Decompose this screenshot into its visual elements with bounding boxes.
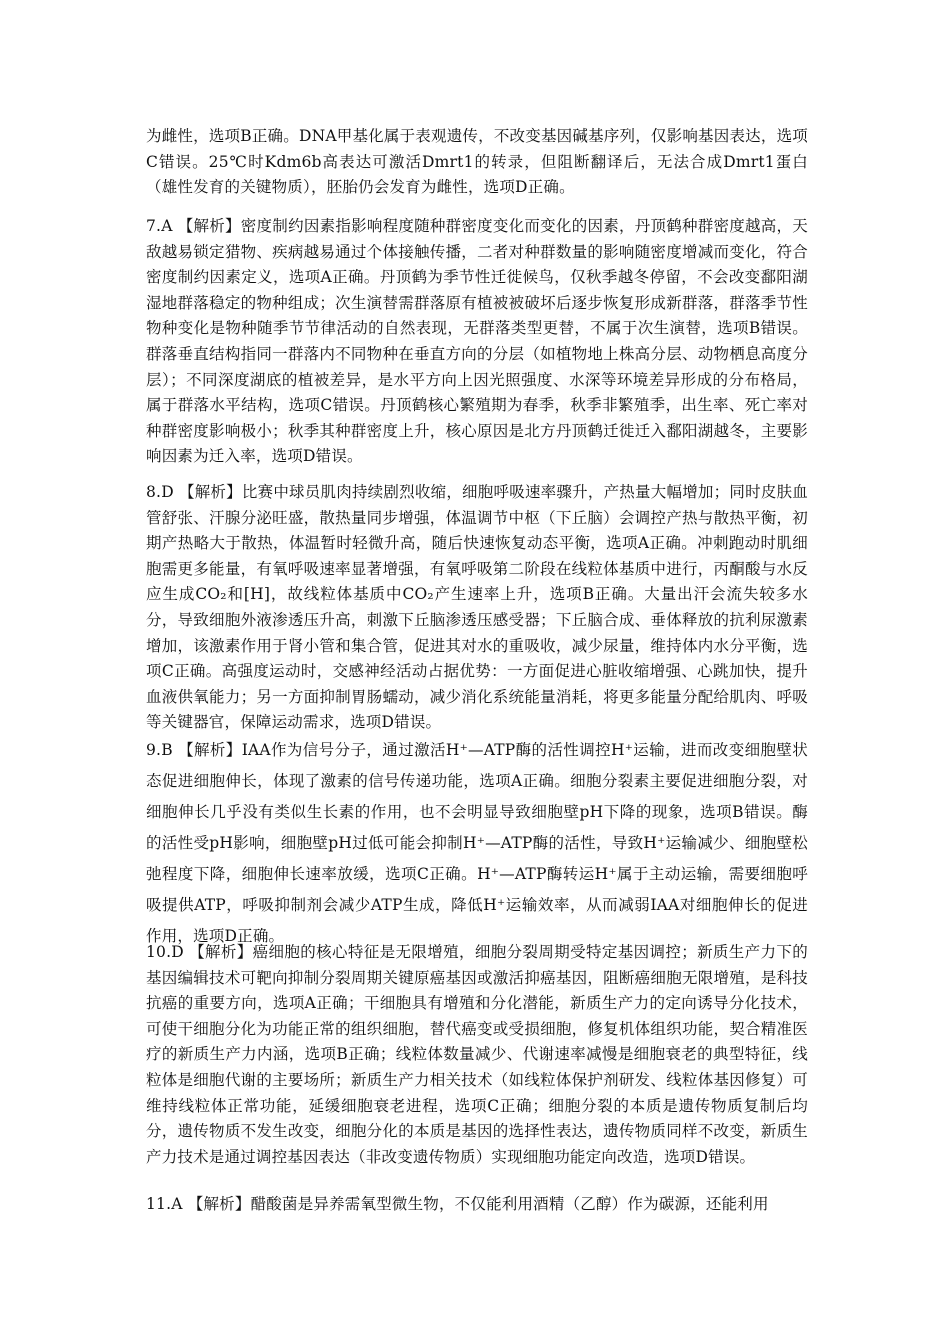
paragraph-q9-answer: 9.B 【解析】IAA作为信号分子，通过激活H⁺—ATP酶的活性调控H⁺运输，进而改变细胞壁状态促进细胞伸长，体现了激素的信号传递功能，选项A正确。细胞分裂素主要促进细胞分裂，对细胞伸长几乎没有类似生长素的作用，也不会明显导致细胞壁pH下降的现象，选项B错误。酶的活性受pH影响，细胞壁pH过低可能会抑制H⁺—ATP酶的活性，导致H⁺运输减少、细胞壁松弛程度下降，细胞伸长速率放缓，选项C正确。H⁺—ATP酶转运H⁺属于主动运输，需要细胞呼吸提供ATP，呼吸抑制剂会减少ATP生成，降低H⁺运输效率，从而减弱IAA对细胞伸长的促进作用，选项D正确。 <box>146 741 808 945</box>
paragraph-q11-answer: 11.A 【解析】醋酸菌是异养需氧型微生物，不仅能利用酒精（乙醇）作为碳源，还能利用 <box>146 1195 769 1213</box>
paragraph-q6-continuation: 为雌性，选项B正确。DNA甲基化属于表观遗传，不改变基因碱基序列，仅影响基因表达，选项C错误。25℃时Kdm6b高表达可激活Dmrt1的转录，但阻断翻译后，无法合成Dmrt1蛋白（雄性发育的关键物质），胚胎仍会发育为雌性，选项D正确。 <box>146 127 808 197</box>
paragraph-q7-answer: 7.A 【解析】密度制约因素指影响程度随种群密度变化而变化的因素，丹顶鹤种群密度越高，天敌越易锁定猎物、疾病越易通过个体接触传播，二者对种群数量的影响随密度增减而变化，符合密度制约因素定义，选项A正确。丹顶鹤为季节性迁徙候鸟，仅秋季越冬停留，不会改变鄱阳湖湿地群落稳定的物种组成；次生演替需群落原有植被被破坏后逐步恢复形成新群落，群落季节性物种变化是物种随季节节律活动的自然表现，无群落类型更替，不属于次生演替，选项B错误。群落垂直结构指同一群落内不同物种在垂直方向的分层（如植物地上株高分层、动物栖息高度分层）；不同深度湖底的植被差异，是水平方向上因光照强度、水深等环境差异形成的分布格局，属于群落水平结构，选项C错误。丹顶鹤核心繁殖期为春季，秋季非繁殖季，出生率、死亡率对种群密度影响极小；秋季其种群密度上升，核心原因是北方丹顶鹤迁徙迁入鄱阳湖越冬，主要影响因素为迁入率，选项D错误。 <box>146 217 808 466</box>
paragraph-q8-answer: 8.D 【解析】比赛中球员肌肉持续剧烈收缩，细胞呼吸速率骤升，产热量大幅增加；同时皮肤血管舒张、汗腺分泌旺盛，散热量同步增强，体温调节中枢（下丘脑）会调控产热与散热平衡，初期产热略大于散热，体温暂时轻微升高，随后快速恢复动态平衡，选项A正确。冲刺跑动时肌细胞需更多能量，有氧呼吸速率显著增强，有氧呼吸第二阶段在线粒体基质中进行，丙酮酸与水反应生成CO₂和[H]，故线粒体基质中CO₂产生速率上升，选项B正确。大量出汗会流失较多水分，导致细胞外液渗透压升高，刺激下丘脑渗透压感受器；下丘脑合成、垂体释放的抗利尿激素增加，该激素作用于肾小管和集合管，促进其对水的重吸收，减少尿量，维持体内水分平衡，选项C正确。高强度运动时，交感神经活动占据优势：一方面促进心脏收缩增强、心跳加快，提升血液供氧能力；另一方面抑制胃肠蠕动，减少消化系统能量消耗，将更多能量分配给肌肉、呼吸等关键器官，保障运动需求，选项D错误。 <box>146 483 808 732</box>
paragraph-q10-answer: 10.D 【解析】癌细胞的核心特征是无限增殖，细胞分裂周期受特定基因调控；新质生产力下的基因编辑技术可靶向抑制分裂周期关键原癌基因或激活抑癌基因，阻断癌细胞无限增殖，是科技抗癌的重要方向，选项A正确；干细胞具有增殖和分化潜能，新质生产力的定向诱导分化技术，可使干细胞分化为功能正常的组织细胞，替代癌变或受损细胞，修复机体组织功能，契合精准医疗的新质生产力内涵，选项B正确；线粒体数量减少、代谢速率减慢是细胞衰老的典型特征，线粒体是细胞代谢的主要场所；新质生产力相关技术（如线粒体保护剂研发、线粒体基因修复）可维持线粒体正常功能，延缓细胞衰老进程，选项C正确；细胞分裂的本质是遗传物质复制后均分，遗传物质不发生改变，细胞分化的本质是基因的选择性表达，遗传物质同样不改变，新质生产力技术是通过调控基因表达（非改变遗传物质）实现细胞功能定向改造，选项D错误。 <box>146 943 808 1166</box>
